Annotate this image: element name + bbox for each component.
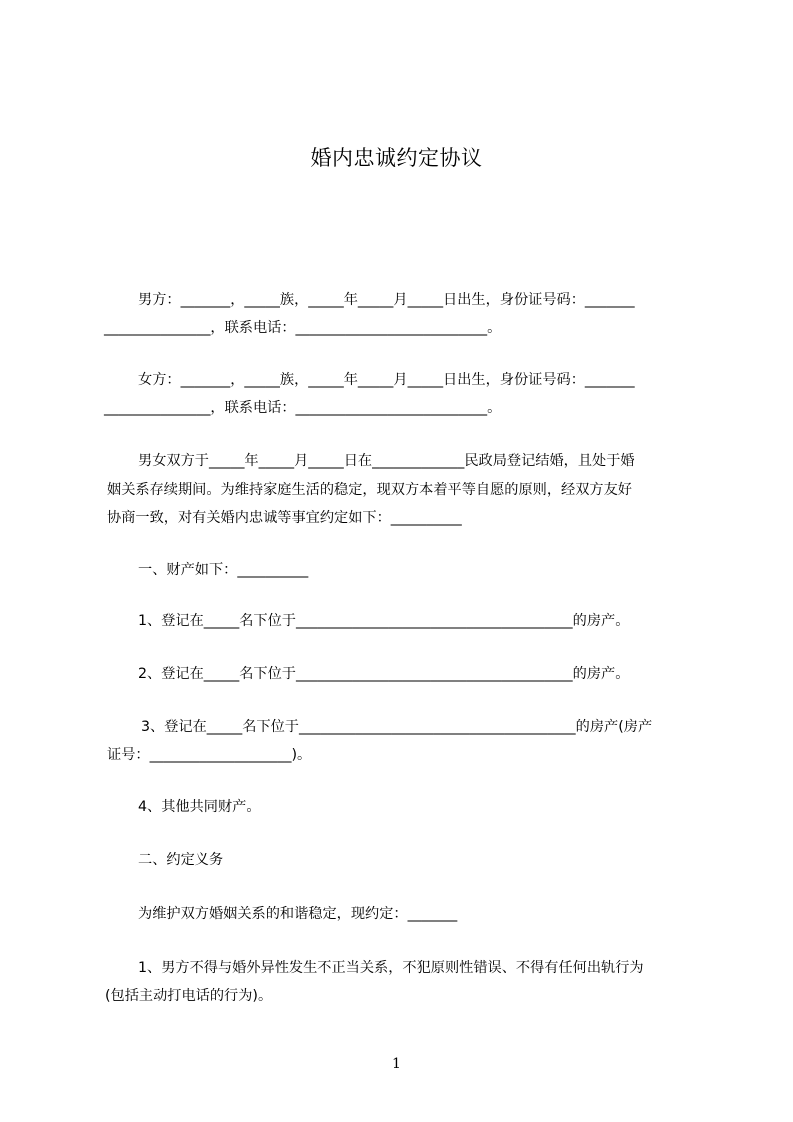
female-party-line-1: 女方：_______，_____族，_____年_____月_____日出生，身份证号码：_______ [138, 372, 635, 388]
male-party-line-2: _______________，联系电话：___________________________。 [104, 320, 502, 336]
section-obligations-heading: 二、约定义务 [138, 852, 224, 868]
male-party-line-1: 男方：_______，_____族，_____年_____月_____日出生，身份证号码：_______ [138, 292, 635, 308]
property-item-2: 2、登记在_____名下位于_______________________________________的房产。 [138, 666, 630, 682]
property-item-3-line-2: 证号：____________________)。 [107, 747, 312, 763]
marriage-paragraph-line-3: 协商一致，对有关婚内忠诚等事宜约定如下：__________ [107, 510, 462, 526]
obligations-intro: 为维护双方婚姻关系的和谐稳定，现约定：_______ [138, 906, 458, 922]
section-property-heading: 一、财产如下：__________ [138, 562, 309, 578]
document-title: 婚内忠诚约定协议 [310, 146, 483, 170]
marriage-paragraph-line-1: 男女双方于_____年_____月_____日在_____________民政局登记结婚，且处于婚 [138, 453, 635, 469]
property-item-4: 4、其他共同财产。 [138, 799, 261, 815]
property-item-3-line-1: 3、登记在_____名下位于_______________________________________的房产(房产 [141, 719, 653, 735]
property-item-1: 1、登记在_____名下位于_______________________________________的房产。 [138, 613, 630, 629]
marriage-paragraph-line-2: 姻关系存续期间。为维持家庭生活的稳定，现双方本着平等自愿的原则，经双方友好 [107, 482, 632, 498]
obligation-item-1-line-2: (包括主动打电话的行为)。 [105, 988, 273, 1004]
female-party-line-2: _______________，联系电话：___________________________。 [104, 400, 502, 416]
page-number: 1 [392, 1056, 401, 1072]
obligation-item-1-line-1: 1、男方不得与婚外异性发生不正当关系，不犯原则性错误、不得有任何出轨行为 [138, 960, 644, 976]
